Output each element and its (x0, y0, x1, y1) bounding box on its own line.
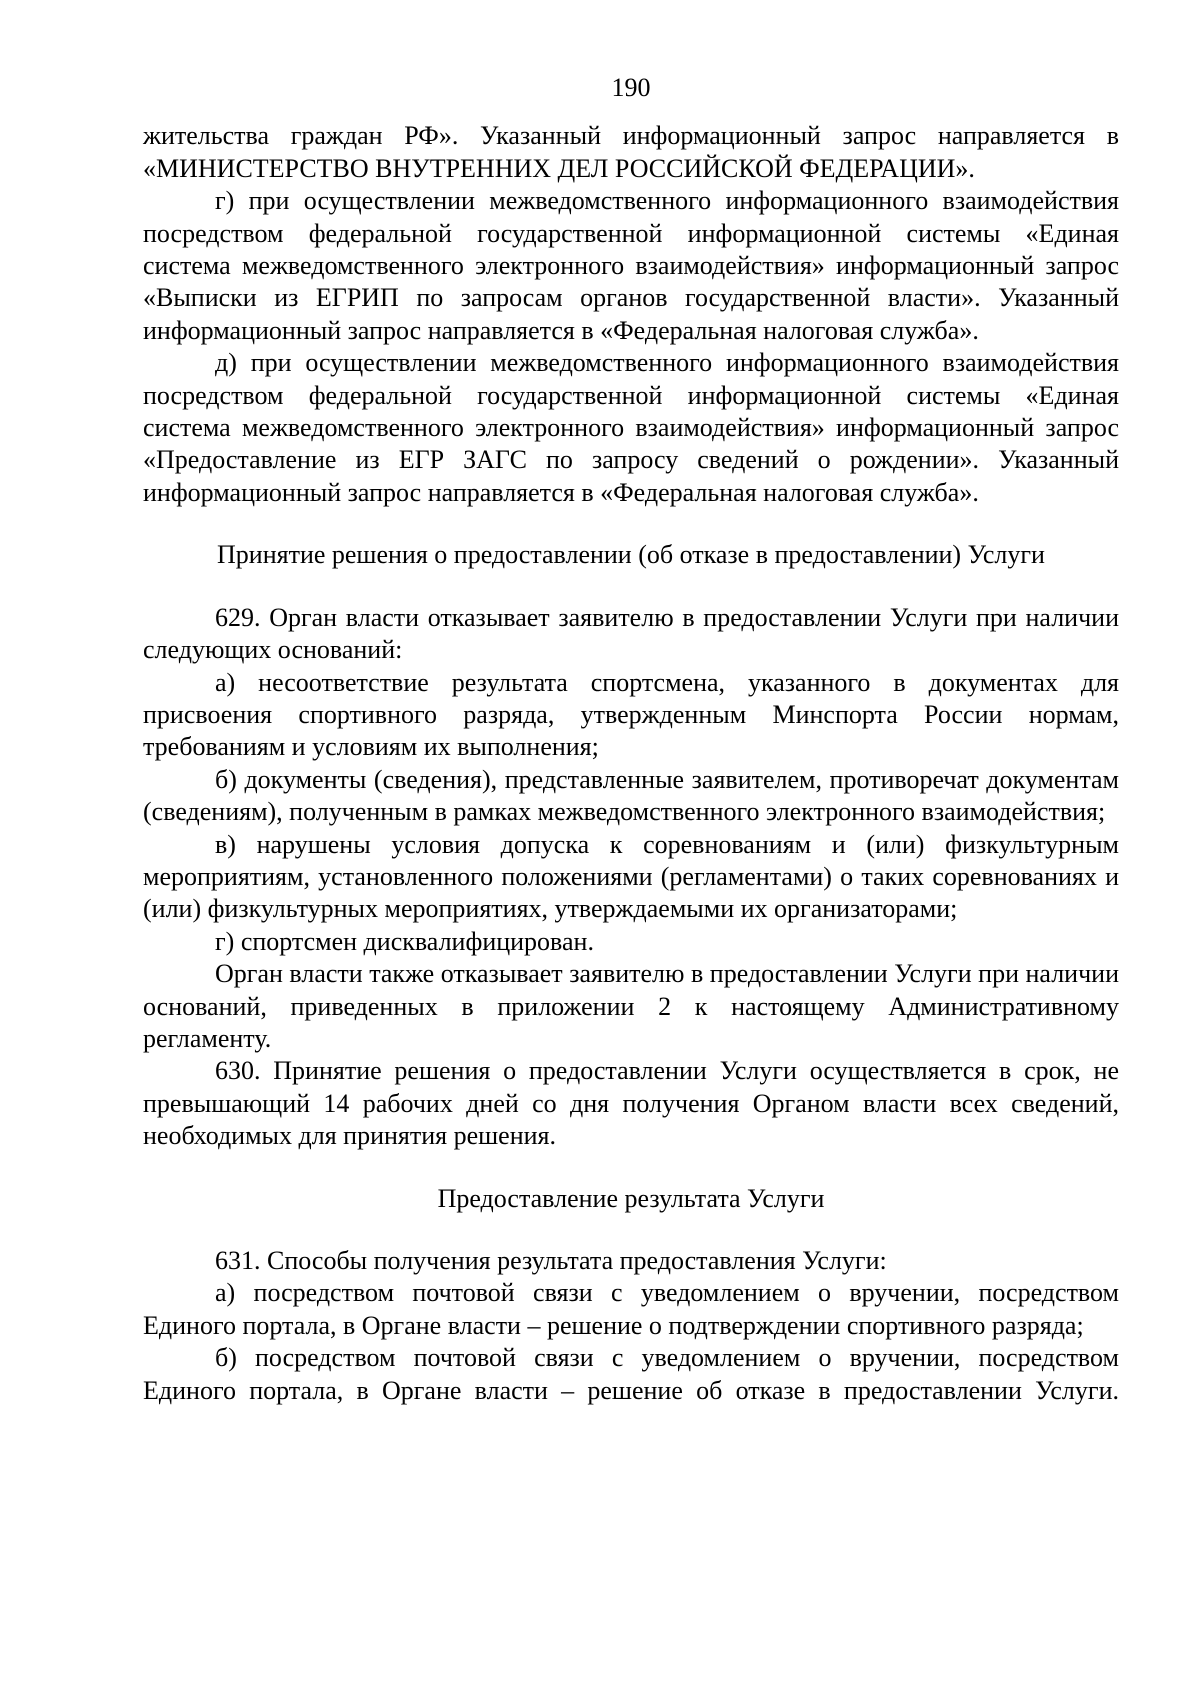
paragraph-631: 631. Способы получения результата предоставления Услуги: (215, 1246, 887, 1275)
paragraph-629-appendix: Орган власти также отказывает заявителю в предоставлении Услуги при наличии оснований, приведенных в приложении 2 к настоящему Административному регламенту. (143, 959, 1119, 1053)
paragraph-mvd-continuation: жительства граждан РФ». Указанный информационный запрос направляется в «МИНИСТЕРСТВО ВНУТРЕННИХ ДЕЛ РОССИЙСКОЙ ФЕДЕРАЦИИ». (143, 121, 1119, 183)
paragraph-629-b: б) документы (сведения), представленные заявителем, противоречат документам (сведениям), полученным в рамках межведомственного электронного взаимодействия; (143, 764, 1119, 827)
section-heading-result: Предоставление результата Услуги (437, 1183, 825, 1213)
paragraph-item-g-egrip: г) при осуществлении межведомственного информационного взаимодействия посредством федеральной государственной информационной системы «Единая система межведомственного электронного взаимодействия» информационный запрос «Выписки из ЕГРИП по запросам органов государственной власти». Указанный информационный запрос направляется в «Федеральная налоговая служба». (143, 186, 1119, 345)
paragraph-629-a: а) несоответствие результата спортсмена, указанного в документах для присвоения спортивного разряда, утвержденным Минспорта России нормам, требованиям и условиям их выполнения; (143, 667, 1119, 762)
paragraph-item-d-zags: д) при осуществлении межведомственного информационного взаимодействия посредством федеральной государственной информационной системы «Единая система межведомственного электронного взаимодействия» информационный запрос «Предоставление из ЕГР ЗАГС по запросу сведений о рождении». Указанный информационный запрос направляется в «Федеральная налоговая служба». (143, 348, 1119, 507)
paragraph-631-b: б) посредством почтовой связи с уведомлением о вручении, посредством Единого портала, в Органе власти – решение об отказе в предоставлении Услуги. (143, 1343, 1119, 1405)
paragraph-629-g: г) спортсмен дисквалифицирован. (215, 926, 594, 956)
section-heading-decision: Принятие решения о предоставлении (об отказе в предоставлении) Услуги (217, 540, 1045, 570)
paragraph-629: 629. Орган власти отказывает заявителю в предоставлении Услуги при наличии следующих оснований: (143, 602, 1119, 665)
paragraph-629-v: в) нарушены условия допуска к соревнованиям и (или) физкультурным мероприятиям, установленного положениями (регламентами) о таких соревнованиях и (или) физкультурных мероприятиях, утверждаемыми их организаторами; (143, 829, 1119, 924)
paragraph-630: 630. Принятие решения о предоставлении Услуги осуществляется в срок, не превышающий 14 рабочих дней со дня получения Органом власти всех сведений, необходимых для принятия решения. (143, 1056, 1119, 1151)
page-number: 190 (611, 73, 651, 102)
paragraph-631-a: а) посредством почтовой связи с уведомлением о вручении, посредством Единого портала, в Органе власти – решение о подтверждении спортивного разряда; (143, 1278, 1119, 1340)
